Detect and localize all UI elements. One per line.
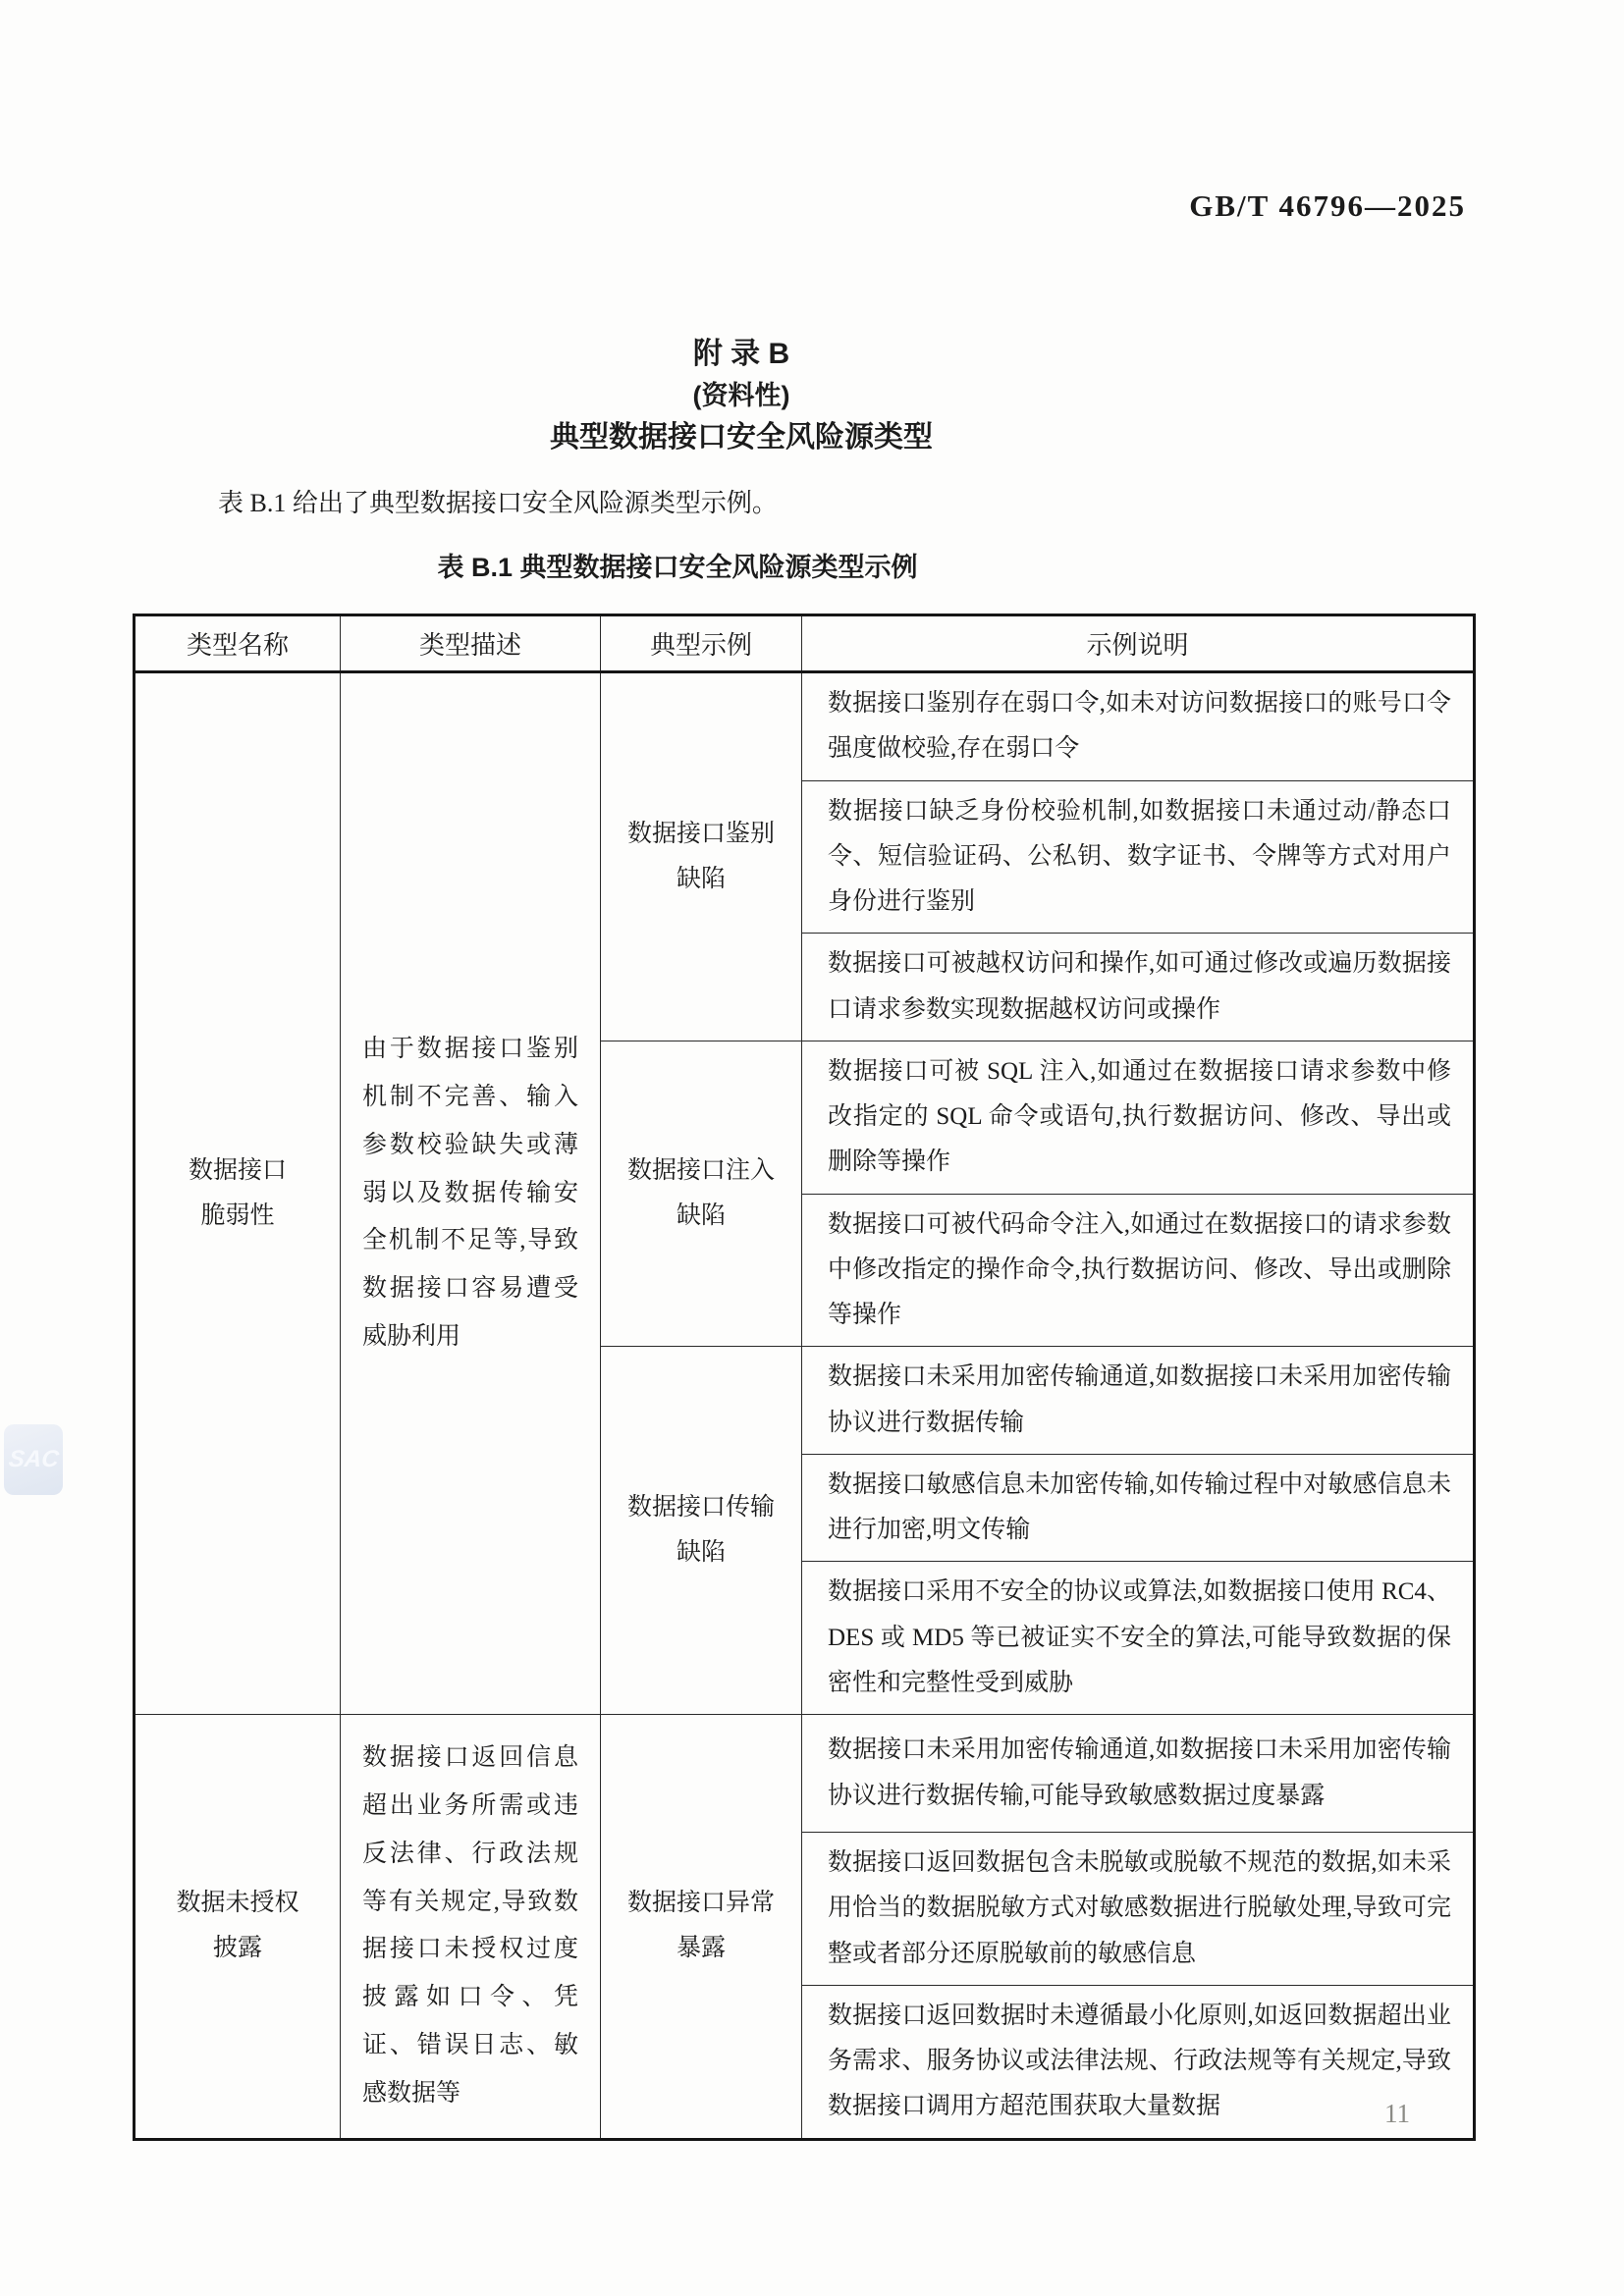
header-type-name: 类型名称: [135, 615, 341, 672]
standard-number: GB/T 46796—2025: [1189, 188, 1466, 223]
appendix-heading: 典型数据接口安全风险源类型: [550, 421, 933, 454]
example-name-cell: 数据接口鉴别 缺陷: [601, 672, 802, 1041]
appendix-title: 附 录 B: [692, 338, 790, 370]
example-name-cell: 数据接口异常 暴露: [601, 1715, 802, 2140]
description-cell: 数据接口缺乏身份校验机制,如数据接口未通过动/静态口令、短信验证码、公私钥、数字证书、令牌等方式对用户身份进行鉴别: [802, 780, 1475, 934]
sac-watermark: [4, 1424, 63, 1495]
table-caption: 表 B.1 典型数据接口安全风险源类型示例: [437, 553, 918, 582]
header-example: 典型示例: [601, 615, 802, 672]
header-type-desc: 类型描述: [341, 615, 601, 672]
type-desc-cell: 数据接口返回信息超出业务所需或违反法律、行政法规等有关规定,导致数据接口未授权过度披露如口令、凭证、错误日志、敏感数据等: [341, 1715, 601, 2140]
description-cell: 数据接口可被 SQL 注入,如通过在数据接口请求参数中修改指定的 SQL 命令或语句,执行数据访问、修改、导出或删除等操作: [802, 1041, 1475, 1194]
description-cell: 数据接口返回数据时未遵循最小化原则,如返回数据超出业务需求、服务协议或法律法规、行政法规等有关规定,导致数据接口调用方超范围获取大量数据: [802, 1985, 1475, 2139]
description-cell: 数据接口返回数据包含未脱敏或脱敏不规范的数据,如未采用恰当的数据脱敏方式对敏感数据进行脱敏处理,导致可完整或者部分还原脱敏前的敏感信息: [802, 1833, 1475, 1986]
risk-source-table: [133, 614, 1476, 2141]
description-cell: 数据接口可被代码命令注入,如通过在数据接口的请求参数中修改指定的操作命令,执行数据访问、修改、导出或删除等操作: [802, 1194, 1475, 1347]
appendix-title-block: [0, 340, 1483, 453]
type-desc-cell: 由于数据接口鉴别机制不完善、输入参数校验缺失或薄弱以及数据传输安全机制不足等,导致数据接口容易遭受威胁利用: [341, 672, 601, 1715]
intro-paragraph: 表 B.1 给出了典型数据接口安全风险源类型示例。: [218, 489, 778, 517]
description-cell: 数据接口采用不安全的协议或算法,如数据接口使用 RC4、DES 或 MD5 等已被证实不安全的算法,可能导致数据的保密性和完整性受到威胁: [802, 1562, 1475, 1715]
description-cell: 数据接口敏感信息未加密传输,如传输过程中对敏感信息未进行加密,明文传输: [802, 1454, 1475, 1562]
appendix-subtitle: (资料性): [692, 381, 790, 410]
description-cell: 数据接口未采用加密传输通道,如数据接口未采用加密传输协议进行数据传输,可能导致敏感数据过度暴露: [802, 1715, 1475, 1833]
example-name-cell: 数据接口注入 缺陷: [601, 1041, 802, 1347]
table-row: [135, 1715, 1475, 1833]
table-header-row: [135, 615, 1475, 672]
page-number: 11: [1384, 2099, 1410, 2128]
type-name-cell: 数据接口 脆弱性: [135, 672, 341, 1715]
description-cell: 数据接口鉴别存在弱口令,如未对访问数据接口的账号口令强度做校验,存在弱口令: [802, 672, 1475, 781]
description-cell: 数据接口可被越权访问和操作,如可通过修改或遍历数据接口请求参数实现数据越权访问或操作: [802, 934, 1475, 1041]
type-name-cell: 数据未授权 披露: [135, 1715, 341, 2140]
header-explanation: 示例说明: [802, 615, 1475, 672]
description-cell: 数据接口未采用加密传输通道,如数据接口未采用加密传输协议进行数据传输: [802, 1347, 1475, 1455]
example-name-cell: 数据接口传输 缺陷: [601, 1347, 802, 1715]
sac-watermark-label: SAC: [7, 1446, 60, 1472]
table-row: [135, 672, 1475, 781]
